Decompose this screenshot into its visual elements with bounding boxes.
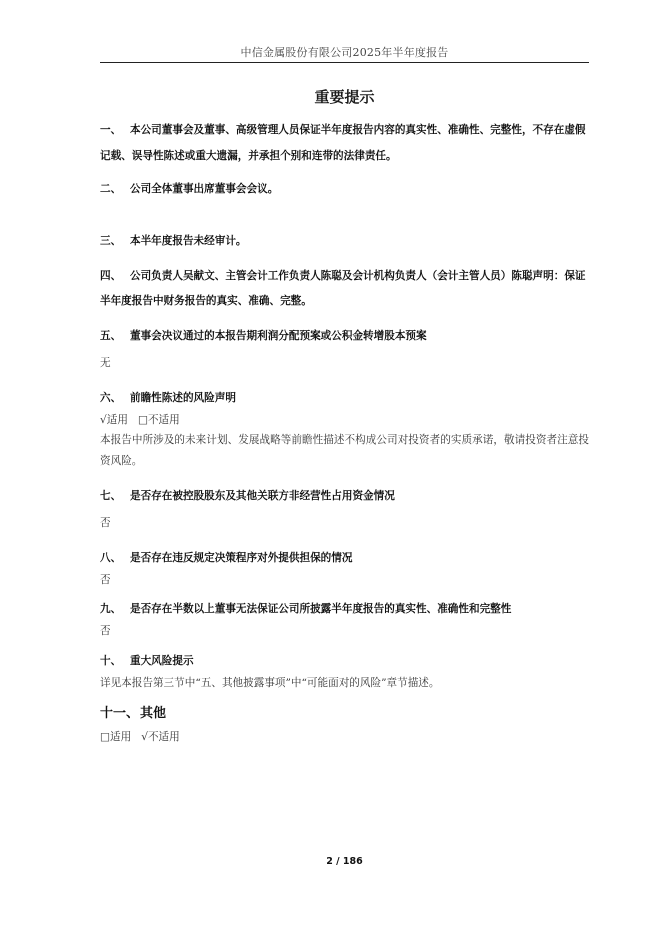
- page-title: 重要提示: [314, 88, 375, 106]
- header-divider: [100, 62, 589, 63]
- section-8: [100, 547, 589, 590]
- applicable-checked: √适用: [100, 414, 128, 426]
- section-number: 九、: [100, 603, 122, 615]
- section-text: 本公司董事会及董事、高级管理人员保证半年度报告内容的真实性、准确性、完整性，不存在虚假记载、误导性陈述或重大遗漏，并承担个别和连带的法律责任。: [100, 124, 586, 162]
- section-number: 三、: [100, 235, 122, 247]
- section-text: 重大风险提示: [130, 655, 194, 667]
- section-text: 公司负责人吴献文、主管会计工作负责人陈聪及会计机构负责人（会计主管人员）陈聪声明：保证半年度报告中财务报告的真实、准确、完整。: [100, 270, 586, 307]
- section-body: 本报告中所涉及的未来计划、发展战略等前瞻性描述不构成公司对投资者的实质承诺，敬请投资者注意投资风险。: [100, 434, 589, 467]
- section-body: 无: [100, 357, 111, 369]
- page-number: 2 / 186: [326, 856, 363, 867]
- section-number: 二、: [100, 183, 122, 195]
- section-number: 七、: [100, 490, 122, 502]
- section-body: 详见本报告第三节中“五、其他披露事项”中“可能面对的风险”章节描述。: [100, 677, 440, 689]
- section-text: 是否存在违反规定决策程序对外提供担保的情况: [130, 552, 353, 564]
- section-text: 公司全体董事出席董事会会议。: [130, 183, 279, 195]
- section-body: 否: [100, 574, 111, 586]
- applicability-options: [100, 410, 589, 430]
- section-number: 八、: [100, 552, 122, 564]
- applicability-options: [100, 727, 589, 747]
- section-text: 其他: [140, 706, 167, 721]
- section-5: [100, 325, 589, 373]
- section-6: [100, 387, 589, 472]
- section-2: [100, 178, 589, 201]
- section-text: 前瞻性陈述的风险声明: [130, 392, 236, 404]
- not-applicable-unchecked: □不适用: [137, 414, 180, 426]
- not-applicable-checked: √不适用: [141, 731, 180, 743]
- section-number: 十一、: [100, 706, 140, 721]
- section-number: 五、: [100, 330, 122, 342]
- applicable-unchecked: □适用: [100, 731, 132, 743]
- section-text: 本半年度报告未经审计。: [130, 235, 247, 247]
- running-header: 中信金属股份有限公司2025年半年度报告: [240, 46, 449, 59]
- section-4: [100, 264, 589, 314]
- section-number: 一、: [100, 124, 122, 136]
- section-1: [100, 117, 589, 169]
- section-11: [100, 702, 589, 747]
- section-body: 否: [100, 517, 111, 529]
- section-9: [100, 598, 589, 641]
- section-3: [100, 230, 589, 253]
- section-text: 是否存在被控股股东及其他关联方非经营性占用资金情况: [130, 490, 395, 502]
- section-7: [100, 485, 589, 533]
- section-text: 董事会决议通过的本报告期利润分配预案或公积金转增股本预案: [130, 330, 427, 342]
- section-10: [100, 650, 589, 693]
- section-body: 否: [100, 625, 111, 637]
- section-number: 六、: [100, 392, 122, 404]
- section-number: 十、: [100, 655, 122, 667]
- section-text: 是否存在半数以上董事无法保证公司所披露半年度报告的真实性、准确性和完整性: [130, 603, 512, 615]
- section-number: 四、: [100, 270, 122, 282]
